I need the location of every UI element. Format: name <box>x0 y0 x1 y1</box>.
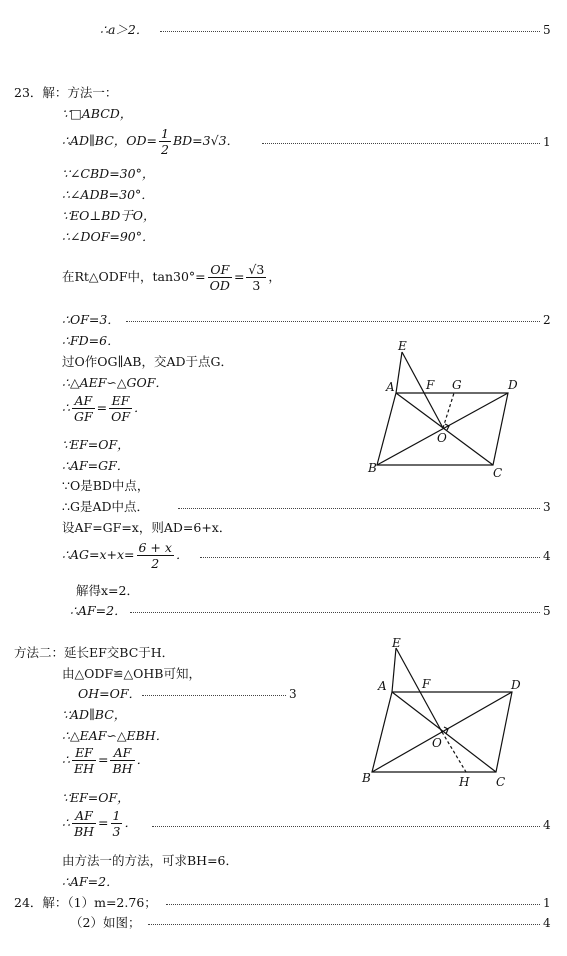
label-b: B <box>362 771 371 785</box>
dotted-leader <box>130 612 540 613</box>
segment-ae <box>392 648 396 692</box>
text-line: ∴AF=2． <box>70 603 127 618</box>
fraction: $\frac{EF}{EH}$ <box>73 745 94 776</box>
text-line: 设AF=GF=x，则AD=6+x． <box>62 520 232 535</box>
diagonal-ac <box>396 393 493 465</box>
dotted-leader <box>178 508 540 509</box>
fraction: $\frac{OF}{OD}$ <box>209 262 230 293</box>
score-mark: 5 <box>543 23 551 37</box>
text-line: ∵□ABCD， <box>62 106 133 121</box>
text-line: 解得x=2． <box>76 583 139 598</box>
label-c: C <box>496 775 506 789</box>
segment-eo <box>396 648 442 732</box>
segment-og-dashed <box>443 393 454 428</box>
text-line: ∴OF=3． <box>62 312 120 327</box>
geometry-figure-1 <box>360 338 530 483</box>
dotted-leader <box>160 31 540 32</box>
label-d: D <box>508 378 518 392</box>
text-line: ∴G是AD中点． <box>62 499 149 514</box>
label-d: D <box>511 678 521 692</box>
text-line: ∴ $\frac{EF}{EH}$ = $\frac{AF}{BH}$ ． <box>62 745 150 776</box>
dotted-leader <box>142 695 286 696</box>
label-g: G <box>452 378 462 392</box>
dotted-leader <box>148 924 540 925</box>
dotted-leader <box>200 557 540 558</box>
geometry-figure-2 <box>356 630 528 792</box>
text-line: ∴AF=GF． <box>62 458 130 473</box>
segment-eo <box>402 352 443 428</box>
text-line: ∴FD=6． <box>62 333 120 348</box>
text-line: 过O作OG∥AB，交AD于点G． <box>62 354 234 369</box>
score-mark: 1 <box>543 135 551 149</box>
fraction: $\frac{√3}{3}$ <box>248 262 265 293</box>
diagonal-ac <box>392 692 496 772</box>
score-mark: 4 <box>543 916 551 930</box>
text-line: ∵O是BD中点， <box>62 478 150 493</box>
text-line: 由△ODF≌△OHB可知， <box>62 666 201 681</box>
text-line: ∵AD∥BC， <box>62 707 127 722</box>
text-line: ∴AD∥BC，OD= $\frac{1}{2}$ BD=3√3． <box>62 126 240 157</box>
label-f: F <box>426 378 435 392</box>
dotted-leader <box>152 826 540 827</box>
label-h: H <box>459 775 470 789</box>
text-line: 在Rt△ODF中，tan30°= $\frac{OF}{OD}$ = $\frac{√3}{3}$ ， <box>62 262 281 293</box>
problem-heading: 23．解：方法一： <box>14 85 118 100</box>
dotted-leader <box>166 904 540 905</box>
fraction: $\frac{1}{2}$ <box>161 126 169 157</box>
text-line: ∴a＞2． <box>100 22 149 37</box>
text-line: ∴△AEF∽△GOF． <box>62 375 168 390</box>
text-line: ∴AF=2． <box>62 874 119 889</box>
text-line: ∴ $\frac{AF}{BH}$ = $\frac{1}{3}$ ． <box>62 808 137 839</box>
text-line: 由方法一的方法，可求BH=6． <box>62 853 239 868</box>
segment-ae <box>396 352 402 393</box>
score-mark: 2 <box>543 313 551 327</box>
label-e: E <box>392 636 401 650</box>
problem-heading: 24．解：（1）m=2.76； <box>14 895 157 910</box>
label-a: A <box>386 380 395 394</box>
text-line: ∵EO⊥BD于O， <box>62 208 156 223</box>
text-line: ∵EF=OF， <box>62 790 130 805</box>
fraction: $\frac{AF}{BH}$ <box>73 808 95 839</box>
text-line: ∵EF=OF， <box>62 437 130 452</box>
fraction: $\frac{6 + x}{2}$ <box>138 540 172 571</box>
score-mark: 4 <box>543 549 551 563</box>
label-b: B <box>368 461 377 475</box>
text-line: ∴AG=x+x= $\frac{6 + x}{2}$ ． <box>62 540 189 571</box>
label-o: O <box>437 431 447 445</box>
label-c: C <box>493 466 503 480</box>
text-line: （2）如图； <box>70 915 141 930</box>
score-mark: 5 <box>543 604 551 618</box>
diagonal-bd <box>377 393 508 465</box>
segment-oh-dashed <box>442 732 466 772</box>
score-mark: 3 <box>543 500 551 514</box>
fraction: $\frac{EF}{OF}$ <box>111 393 131 424</box>
dotted-leader <box>126 321 540 322</box>
text-line: ∵∠CBD=30°， <box>62 166 155 181</box>
label-a: A <box>378 679 387 693</box>
label-o: O <box>432 736 442 750</box>
fraction: $\frac{AF}{GF}$ <box>73 393 93 424</box>
label-f: F <box>422 677 431 691</box>
text-line: OH=OF． <box>78 686 142 701</box>
text-line: ∴∠DOF=90°． <box>62 229 155 244</box>
fraction: $\frac{1}{3}$ <box>112 808 121 839</box>
text-line: ∴ $\frac{AF}{GF}$ = $\frac{EF}{OF}$ ． <box>62 393 147 424</box>
text-line: 方法二：延长EF交BC于H． <box>14 645 175 660</box>
label-e: E <box>398 339 407 353</box>
fraction: $\frac{AF}{BH}$ <box>112 745 133 776</box>
text-line: ∴∠ADB=30°． <box>62 187 154 202</box>
text-line: ∴△EAF∽△EBH． <box>62 728 169 743</box>
score-mark: 3 <box>289 687 297 701</box>
dotted-leader <box>262 143 540 144</box>
score-mark: 4 <box>543 818 551 832</box>
score-mark: 1 <box>543 896 551 910</box>
